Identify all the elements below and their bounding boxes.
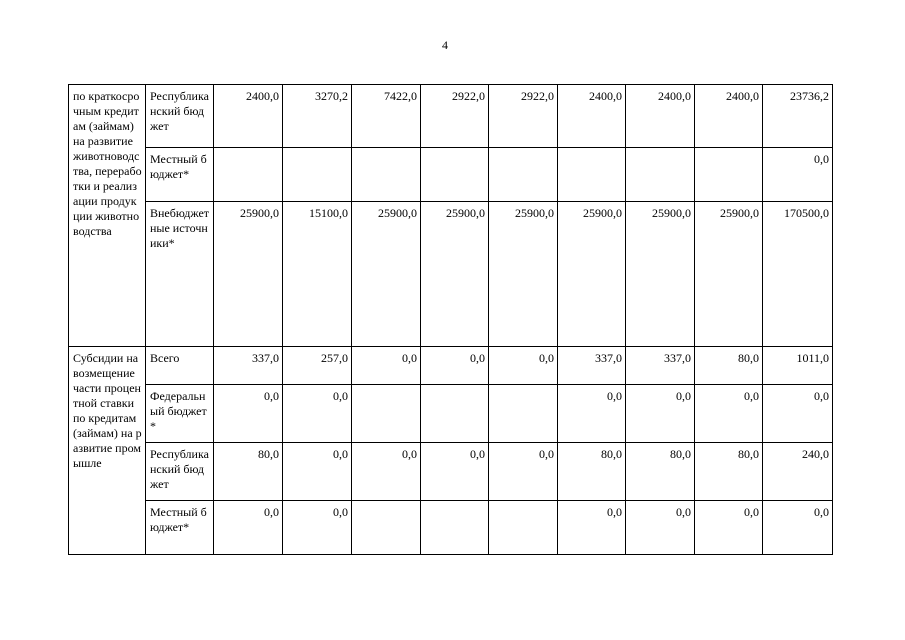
value-cell: 2922,0 <box>489 85 558 148</box>
total-cell: 0,0 <box>763 148 833 202</box>
value-cell: 0,0 <box>283 385 352 443</box>
value-cell: 2400,0 <box>626 85 695 148</box>
value-cell: 0,0 <box>283 501 352 555</box>
value-cell: 257,0 <box>283 347 352 385</box>
value-cell: 25900,0 <box>558 202 626 347</box>
value-cell: 80,0 <box>695 443 763 501</box>
value-cell <box>421 385 489 443</box>
value-cell <box>558 148 626 202</box>
value-cell <box>489 501 558 555</box>
value-cell: 337,0 <box>626 347 695 385</box>
value-cell: 0,0 <box>352 347 421 385</box>
table-row <box>69 148 833 202</box>
value-cell: 0,0 <box>489 443 558 501</box>
value-cell: 25900,0 <box>489 202 558 347</box>
funding-source: Республиканский бюджет <box>146 85 214 148</box>
table-row <box>69 385 833 443</box>
value-cell <box>283 148 352 202</box>
value-cell: 0,0 <box>214 501 283 555</box>
value-cell: 0,0 <box>695 385 763 443</box>
value-cell <box>352 148 421 202</box>
funding-source: Местный бюджет* <box>146 148 214 202</box>
value-cell: 80,0 <box>626 443 695 501</box>
total-cell: 0,0 <box>763 385 833 443</box>
page-number: 4 <box>442 38 448 52</box>
value-cell: 2922,0 <box>421 85 489 148</box>
value-cell: 2400,0 <box>558 85 626 148</box>
row-group-label: Субсидии на возмещение части процентной ставки по кредитам (займам) на развитие промышле <box>69 347 146 555</box>
value-cell: 2400,0 <box>695 85 763 148</box>
value-cell: 2400,0 <box>214 85 283 148</box>
value-cell <box>626 148 695 202</box>
value-cell: 0,0 <box>214 385 283 443</box>
value-cell: 25900,0 <box>695 202 763 347</box>
value-cell: 0,0 <box>558 501 626 555</box>
table-row <box>69 443 833 501</box>
funding-source: Всего <box>146 347 214 385</box>
value-cell: 25900,0 <box>352 202 421 347</box>
row-group-label: по краткосрочным кредитам (займам) на развитие животноводства, переработки и реализации продукции животноводства <box>69 85 146 347</box>
value-cell <box>489 385 558 443</box>
value-cell <box>421 501 489 555</box>
value-cell: 7422,0 <box>352 85 421 148</box>
value-cell: 337,0 <box>214 347 283 385</box>
total-cell: 170500,0 <box>763 202 833 347</box>
value-cell <box>214 148 283 202</box>
value-cell: 337,0 <box>558 347 626 385</box>
table-row <box>69 347 833 385</box>
total-cell: 23736,2 <box>763 85 833 148</box>
funding-source: Внебюджетные источники* <box>146 202 214 347</box>
funding-source: Федеральный бюджет * <box>146 385 214 443</box>
total-cell: 0,0 <box>763 501 833 555</box>
value-cell: 0,0 <box>421 443 489 501</box>
value-cell: 0,0 <box>352 443 421 501</box>
value-cell: 15100,0 <box>283 202 352 347</box>
funding-source: Республиканский бюджет <box>146 443 214 501</box>
value-cell: 0,0 <box>626 385 695 443</box>
table-row <box>69 202 833 347</box>
value-cell <box>352 501 421 555</box>
total-cell: 1011,0 <box>763 347 833 385</box>
value-cell: 0,0 <box>421 347 489 385</box>
value-cell: 80,0 <box>558 443 626 501</box>
table-row <box>69 85 833 148</box>
value-cell: 25900,0 <box>626 202 695 347</box>
value-cell: 0,0 <box>695 501 763 555</box>
table-row <box>69 501 833 555</box>
value-cell: 25900,0 <box>214 202 283 347</box>
value-cell <box>352 385 421 443</box>
value-cell: 0,0 <box>283 443 352 501</box>
value-cell <box>695 148 763 202</box>
budget-table <box>68 84 833 555</box>
value-cell: 80,0 <box>695 347 763 385</box>
value-cell: 80,0 <box>214 443 283 501</box>
value-cell: 0,0 <box>626 501 695 555</box>
value-cell: 0,0 <box>489 347 558 385</box>
value-cell: 25900,0 <box>421 202 489 347</box>
value-cell: 3270,2 <box>283 85 352 148</box>
value-cell <box>489 148 558 202</box>
value-cell <box>421 148 489 202</box>
funding-source: Местный бюджет* <box>146 501 214 555</box>
value-cell: 0,0 <box>558 385 626 443</box>
total-cell: 240,0 <box>763 443 833 501</box>
